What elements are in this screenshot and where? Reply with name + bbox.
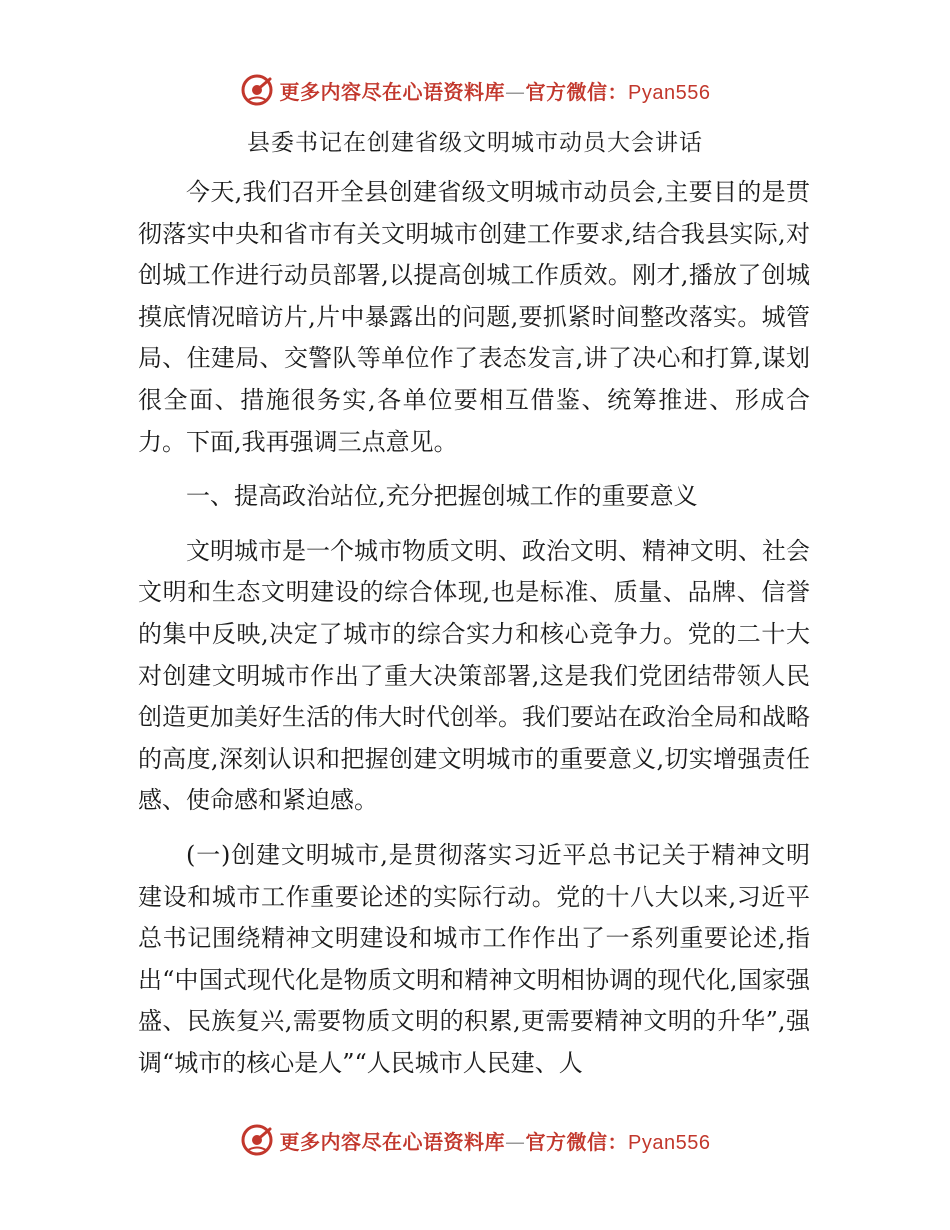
section-heading-1: 一、提高政治站位,充分把握创城工作的重要意义 (186, 482, 698, 511)
document-body (138, 172, 810, 1084)
banner-dash: — (505, 1129, 526, 1154)
brand-logo-icon (240, 73, 274, 107)
paragraph-civilized-city: 文明城市是一个城市物质文明、政治文明、精神文明、社会文明和生态文明建设的综合体现,也是标准、质量、品牌、信誉的集中反映,决定了城市的综合实力和核心竞争力。党的二十大对创建文明城市作出了重大决策部署,这是我们党团结带领人民创造更加美好生活的伟大时代创举。我们要站在政治全局和战略的高度,深刻认识和把握创建文明城市的重要意义,切实增强责任感、使命感和紧迫感。 (138, 536, 810, 815)
paragraph-point-1: (一)创建文明城市,是贯彻落实习近平总书记关于精神文明建设和城市工作重要论述的实际行动。党的十八大以来,习近平总书记围绕精神文明建设和城市工作作出了一系列重要论述,指出“中国式现代化是物质文明和精神文明相协调的现代化,国家强盛、民族复兴,需要物质文明的积累,更需要精神文明的升华”,强调“城市的核心是人”“人民城市人民建、人 (138, 840, 810, 1077)
banner-wechat-label: 官方微信： (525, 79, 629, 104)
banner-text (280, 76, 711, 105)
banner-wechat-label: 官方微信： (525, 1129, 629, 1154)
banner-wechat-id: Pyan556 (628, 81, 711, 104)
footer-watermark-banner (0, 1120, 950, 1160)
brand-logo-icon (240, 1123, 274, 1157)
header-watermark-banner (0, 70, 950, 110)
document-title: 县委书记在创建省级文明城市动员大会讲话 (247, 130, 703, 156)
paragraph-intro: 今天,我们召开全县创建省级文明城市动员会,主要目的是贯彻落实中央和省市有关文明城市创建工作要求,结合我县实际,对创城工作进行动员部署,以提高创城工作质效。刚才,播放了创城摸底情况暗访片,片中暴露出的问题,要抓紧时间整改落实。城管局、住建局、交警队等单位作了表态发言,讲了决心和打算,谋划很全面、措施很务实,各单位要相互借鉴、统筹推进、形成合力。下面,我再强调三点意见。 (138, 178, 810, 456)
banner-main-text: 更多内容尽在心语资料库 (279, 79, 506, 104)
banner-main-text: 更多内容尽在心语资料库 (279, 1129, 506, 1154)
banner-wechat-id: Pyan556 (628, 1131, 711, 1154)
banner-dash: — (505, 79, 526, 104)
banner-text (280, 1126, 711, 1155)
